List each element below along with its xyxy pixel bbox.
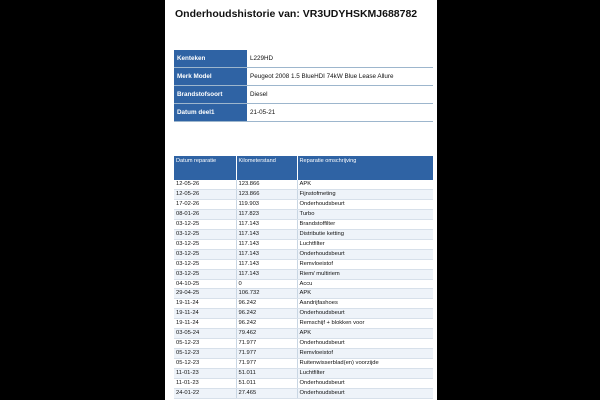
cell-mileage: 117.143 bbox=[236, 269, 297, 279]
repair-header-row bbox=[174, 156, 433, 180]
cell-date: 03-12-25 bbox=[174, 229, 236, 239]
vehicle-info-table bbox=[174, 50, 433, 122]
table-row bbox=[174, 249, 433, 259]
cell-mileage: 96.242 bbox=[236, 299, 297, 309]
header-date: Datum reparatie bbox=[174, 156, 236, 180]
cell-description: APK bbox=[297, 329, 433, 339]
table-row bbox=[174, 329, 433, 339]
cell-description: Luchtfilter bbox=[297, 239, 433, 249]
cell-mileage: 117.143 bbox=[236, 249, 297, 259]
cell-date: 11-01-23 bbox=[174, 379, 236, 389]
cell-description: Accu bbox=[297, 279, 433, 289]
cell-mileage: 117.143 bbox=[236, 219, 297, 229]
cell-description: Remschijf + blokken voor bbox=[297, 319, 433, 329]
table-row bbox=[174, 289, 433, 299]
cell-description: Aandrijfashoes bbox=[297, 299, 433, 309]
table-row bbox=[174, 319, 433, 329]
table-row bbox=[174, 379, 433, 389]
cell-date: 05-12-23 bbox=[174, 359, 236, 369]
table-row bbox=[174, 349, 433, 359]
table-row bbox=[174, 189, 433, 199]
vehicle-label: Brandstofsoort bbox=[174, 86, 247, 104]
vehicle-value: Diesel bbox=[247, 86, 433, 104]
table-row bbox=[174, 299, 433, 309]
cell-date: 08-01-26 bbox=[174, 209, 236, 219]
cell-mileage: 71.977 bbox=[236, 359, 297, 369]
table-row bbox=[174, 369, 433, 379]
cell-date: 03-12-25 bbox=[174, 269, 236, 279]
header-mileage: Kilometerstand bbox=[236, 156, 297, 180]
cell-mileage: 117.143 bbox=[236, 229, 297, 239]
cell-mileage: 96.242 bbox=[236, 309, 297, 319]
cell-mileage: 106.732 bbox=[236, 289, 297, 299]
cell-mileage: 51.011 bbox=[236, 369, 297, 379]
cell-date: 19-11-24 bbox=[174, 299, 236, 309]
cell-date: 12-05-26 bbox=[174, 180, 236, 189]
cell-mileage: 51.011 bbox=[236, 379, 297, 389]
cell-date: 03-12-25 bbox=[174, 219, 236, 229]
cell-description: Onderhoudsbeurt bbox=[297, 199, 433, 209]
cell-mileage: 71.977 bbox=[236, 339, 297, 349]
cell-description: Ruitenwisserblad(en) voorzijde bbox=[297, 359, 433, 369]
table-row bbox=[174, 359, 433, 369]
vehicle-row bbox=[174, 68, 433, 86]
cell-date: 05-12-23 bbox=[174, 349, 236, 359]
cell-mileage: 0 bbox=[236, 279, 297, 289]
vehicle-row bbox=[174, 104, 433, 122]
cell-date: 19-11-24 bbox=[174, 309, 236, 319]
cell-description: Onderhoudsbeurt bbox=[297, 309, 433, 319]
header-description: Reparatie omschrijving bbox=[297, 156, 433, 180]
cell-description: APK bbox=[297, 180, 433, 189]
vehicle-row bbox=[174, 86, 433, 104]
cell-description: Remvloeistof bbox=[297, 349, 433, 359]
vehicle-value: 21-05-21 bbox=[247, 104, 433, 122]
cell-date: 29-04-25 bbox=[174, 289, 236, 299]
cell-description: Turbo bbox=[297, 209, 433, 219]
document-page bbox=[165, 0, 437, 400]
document-title: Onderhoudshistorie van: VR3UDYHSKMJ688782 bbox=[175, 8, 418, 20]
cell-description: Onderhoudsbeurt bbox=[297, 389, 433, 399]
table-row bbox=[174, 239, 433, 249]
cell-mileage: 117.823 bbox=[236, 209, 297, 219]
cell-date: 03-12-25 bbox=[174, 239, 236, 249]
cell-mileage: 96.242 bbox=[236, 319, 297, 329]
cell-mileage: 71.977 bbox=[236, 349, 297, 359]
cell-mileage: 117.143 bbox=[236, 239, 297, 249]
table-row bbox=[174, 219, 433, 229]
table-row bbox=[174, 339, 433, 349]
cell-description: Onderhoudsbeurt bbox=[297, 379, 433, 389]
cell-description: Distributie ketting bbox=[297, 229, 433, 239]
cell-date: 03-12-25 bbox=[174, 259, 236, 269]
cell-description: Onderhoudsbeurt bbox=[297, 339, 433, 349]
table-row bbox=[174, 279, 433, 289]
table-row bbox=[174, 229, 433, 239]
vehicle-value: Peugeot 2008 1.5 BlueHDI 74kW Blue Lease Allure bbox=[247, 68, 433, 86]
table-row bbox=[174, 309, 433, 319]
cell-date: 11-01-23 bbox=[174, 369, 236, 379]
cell-description: Brandstoffilter bbox=[297, 219, 433, 229]
table-row bbox=[174, 199, 433, 209]
cell-description: Onderhoudsbeurt bbox=[297, 249, 433, 259]
cell-description: Remvloeistof bbox=[297, 259, 433, 269]
table-row bbox=[174, 180, 433, 189]
cell-date: 19-11-24 bbox=[174, 319, 236, 329]
table-row bbox=[174, 389, 433, 399]
cell-description: Riem/ multiriem bbox=[297, 269, 433, 279]
cell-date: 05-12-23 bbox=[174, 339, 236, 349]
vehicle-label: Datum deel1 bbox=[174, 104, 247, 122]
repair-history-table bbox=[174, 156, 433, 399]
table-row bbox=[174, 259, 433, 269]
cell-date: 24-01-22 bbox=[174, 389, 236, 399]
cell-mileage: 79.462 bbox=[236, 329, 297, 339]
cell-description: Luchtfilter bbox=[297, 369, 433, 379]
cell-date: 17-02-26 bbox=[174, 199, 236, 209]
table-row bbox=[174, 209, 433, 219]
cell-date: 04-10-25 bbox=[174, 279, 236, 289]
cell-mileage: 123.866 bbox=[236, 189, 297, 199]
cell-mileage: 117.143 bbox=[236, 259, 297, 269]
repair-rows bbox=[174, 180, 433, 398]
vehicle-label: Kenteken bbox=[174, 50, 247, 68]
vehicle-row bbox=[174, 50, 433, 68]
cell-date: 03-05-24 bbox=[174, 329, 236, 339]
cell-mileage: 123.866 bbox=[236, 180, 297, 189]
vehicle-label: Merk Model bbox=[174, 68, 247, 86]
cell-date: 12-05-26 bbox=[174, 189, 236, 199]
cell-description: APK bbox=[297, 289, 433, 299]
table-row bbox=[174, 269, 433, 279]
cell-date: 03-12-25 bbox=[174, 249, 236, 259]
cell-mileage: 27.465 bbox=[236, 389, 297, 399]
vehicle-value: L229HD bbox=[247, 50, 433, 68]
cell-description: Fijnstofmeting bbox=[297, 189, 433, 199]
cell-mileage: 119.903 bbox=[236, 199, 297, 209]
